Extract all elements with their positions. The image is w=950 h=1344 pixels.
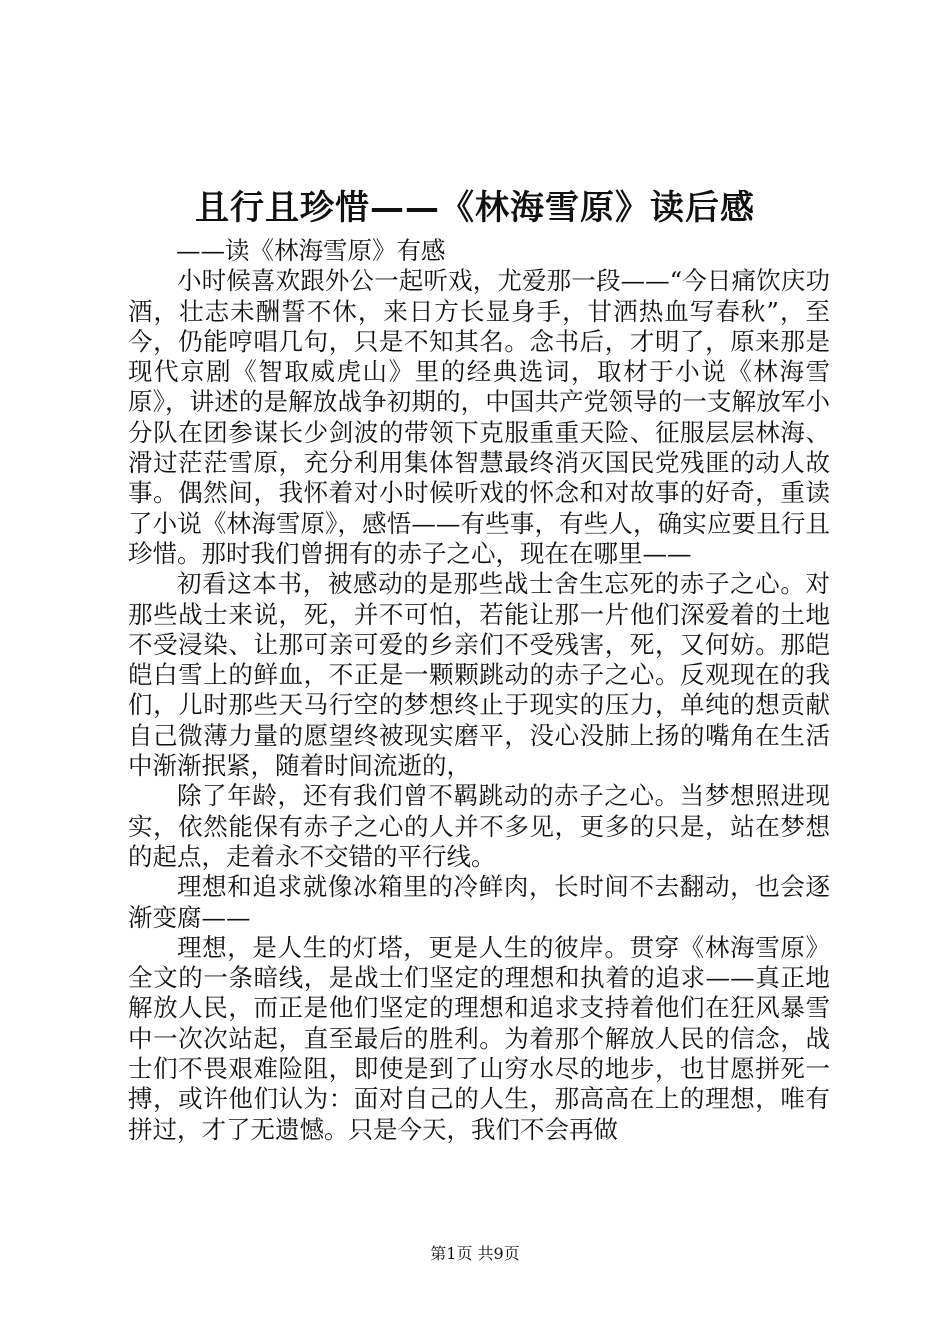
paragraph-1: 小时候喜欢跟外公一起听戏，尤爱那一段——“今日痛饮庆功酒，壮志未酬誓不休，来日方长显身手，甘洒热血写春秋”，至今，仍能哼唱几句，只是不知其名。念书后，才明了，原来那是现代京剧《智取威虎山》里的经典选词，取材于小说《林海雪原》，讲述的是解放战争初期的，中国共产党领导的一支解放军小分队在团参谋长少剑波的带领下克服重重天险、征服层层林海、滑过茫茫雪原，充分利用集体智慧最终消灭国民党残匪的动人故事。偶然间，我怀着对小时候听戏的怀念和对故事的好奇，重读了小说《林海雪原》，感悟——有些事，有些人，确实应要且行且珍惜。那时我们曾拥有的赤子之心，现在在哪里—— <box>128 266 830 568</box>
document-title: 且行且珍惜——《林海雪原》读后感 <box>195 188 755 228</box>
paragraph-2: 初看这本书，被感动的是那些战士舍生忘死的赤子之心。对那些战士来说，死，并不可怕，若能让那一片他们深爱着的土地不受浸染、让那可亲可爱的乡亲们不受残害，死，又何妨。那皑皑白雪上的鲜血，不正是一颗颗跳动的赤子之心。反观现在的我们，儿时那些天马行空的梦想终止于现实的压力，单纯的想贡献自己微薄力量的愿望终被现实磨平，没心没肺上扬的嘴角在生活中渐渐抿紧，随着时间流逝的， <box>128 569 830 781</box>
paragraph-5: 理想，是人生的灯塔，更是人生的彼岸。贯穿《林海雪原》全文的一条暗线，是战士们坚定的理想和执着的追求——真正地解放人民，而正是他们坚定的理想和追求支持着他们在狂风暴雪中一次次站起，直至最后的胜利。为着那个解放人民的信念，战士们不畏艰难险阻，即使是到了山穷水尽的地步，也甘愿拼死一搏，或许他们认为：面对自己的人生，那高高在上的理想，唯有拼过，才了无遗憾。只是今天，我们不会再做 <box>128 932 830 1144</box>
paragraph-4: 理想和追求就像冰箱里的冷鲜肉，长时间不去翻动，也会逐渐变腐—— <box>128 872 830 932</box>
document-body <box>128 236 830 1145</box>
page-footer: 第1页 共9页 <box>430 1244 520 1263</box>
document-subtitle: ——读《林海雪原》有感 <box>176 236 446 265</box>
paragraph-3: 除了年龄，还有我们曾不羁跳动的赤子之心。当梦想照进现实，依然能保有赤子之心的人并不多见，更多的只是，站在梦想的起点，走着永不交错的平行线。 <box>128 781 830 871</box>
